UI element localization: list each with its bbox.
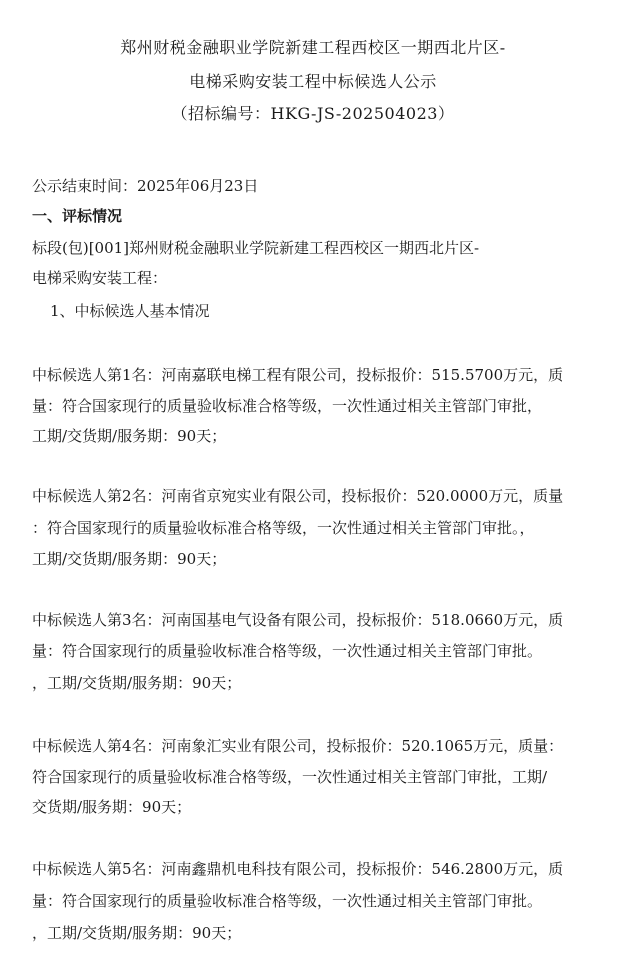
candidate-3-line-2: 量：符合国家现行的质量验收标准合格等级，一次性通过相关主管部门审批。: [32, 642, 543, 660]
candidate-4-line-2: 符合国家现行的质量验收标准合格等级，一次性通过相关主管部门审批，工期/: [32, 768, 548, 786]
candidate-3-line-1: 中标候选人第3名：河南国基电气设备有限公司，投标报价：518.0660万元，质: [32, 611, 564, 629]
candidate-5-line-3: ，工期/交货期/服务期：90天；: [32, 924, 242, 942]
deadline: 公示结束时间：2025年06月23日: [32, 177, 259, 195]
section-heading: 一、评标情况: [32, 207, 123, 225]
candidate-1-line-3: 工期/交货期/服务期：90天；: [32, 427, 227, 445]
candidate-4-line-1: 中标候选人第4名：河南象汇实业有限公司，投标报价：520.1065万元，质量：: [32, 737, 564, 755]
lot-line-2: 电梯采购安装工程：: [32, 269, 168, 287]
candidate-4-line-3: 交货期/服务期：90天；: [32, 798, 192, 816]
tender-number: （招标编号：HKG-JS-202504023）: [171, 104, 455, 123]
subheading: 1、中标候选人基本情况: [50, 302, 210, 320]
title-line-1: 郑州财税金融职业学院新建工程西校区一期西北片区-: [120, 38, 506, 57]
candidate-1-line-2: 量：符合国家现行的质量验收标准合格等级，一次性通过相关主管部门审批，: [32, 397, 543, 415]
candidate-1-line-1: 中标候选人第1名：河南嘉联电梯工程有限公司，投标报价：515.5700万元，质: [32, 366, 564, 384]
candidate-5-line-2: 量：符合国家现行的质量验收标准合格等级，一次性通过相关主管部门审批。: [32, 892, 543, 910]
candidate-5-line-1: 中标候选人第5名：河南鑫鼎机电科技有限公司，投标报价：546.2800万元，质: [32, 860, 564, 878]
candidate-2-line-1: 中标候选人第2名：河南省京宛实业有限公司，投标报价：520.0000万元，质量: [32, 487, 564, 505]
lot-line-1: 标段(包)[001]郑州财税金融职业学院新建工程西校区一期西北片区-: [32, 239, 480, 257]
candidate-2-line-2: ：符合国家现行的质量验收标准合格等级，一次性通过相关主管部门审批。，: [32, 519, 535, 537]
candidate-2-line-3: 工期/交货期/服务期：90天；: [32, 550, 227, 568]
title-line-2: 电梯采购安装工程中标候选人公示: [189, 72, 437, 91]
candidate-3-line-3: ，工期/交货期/服务期：90天；: [32, 674, 242, 692]
